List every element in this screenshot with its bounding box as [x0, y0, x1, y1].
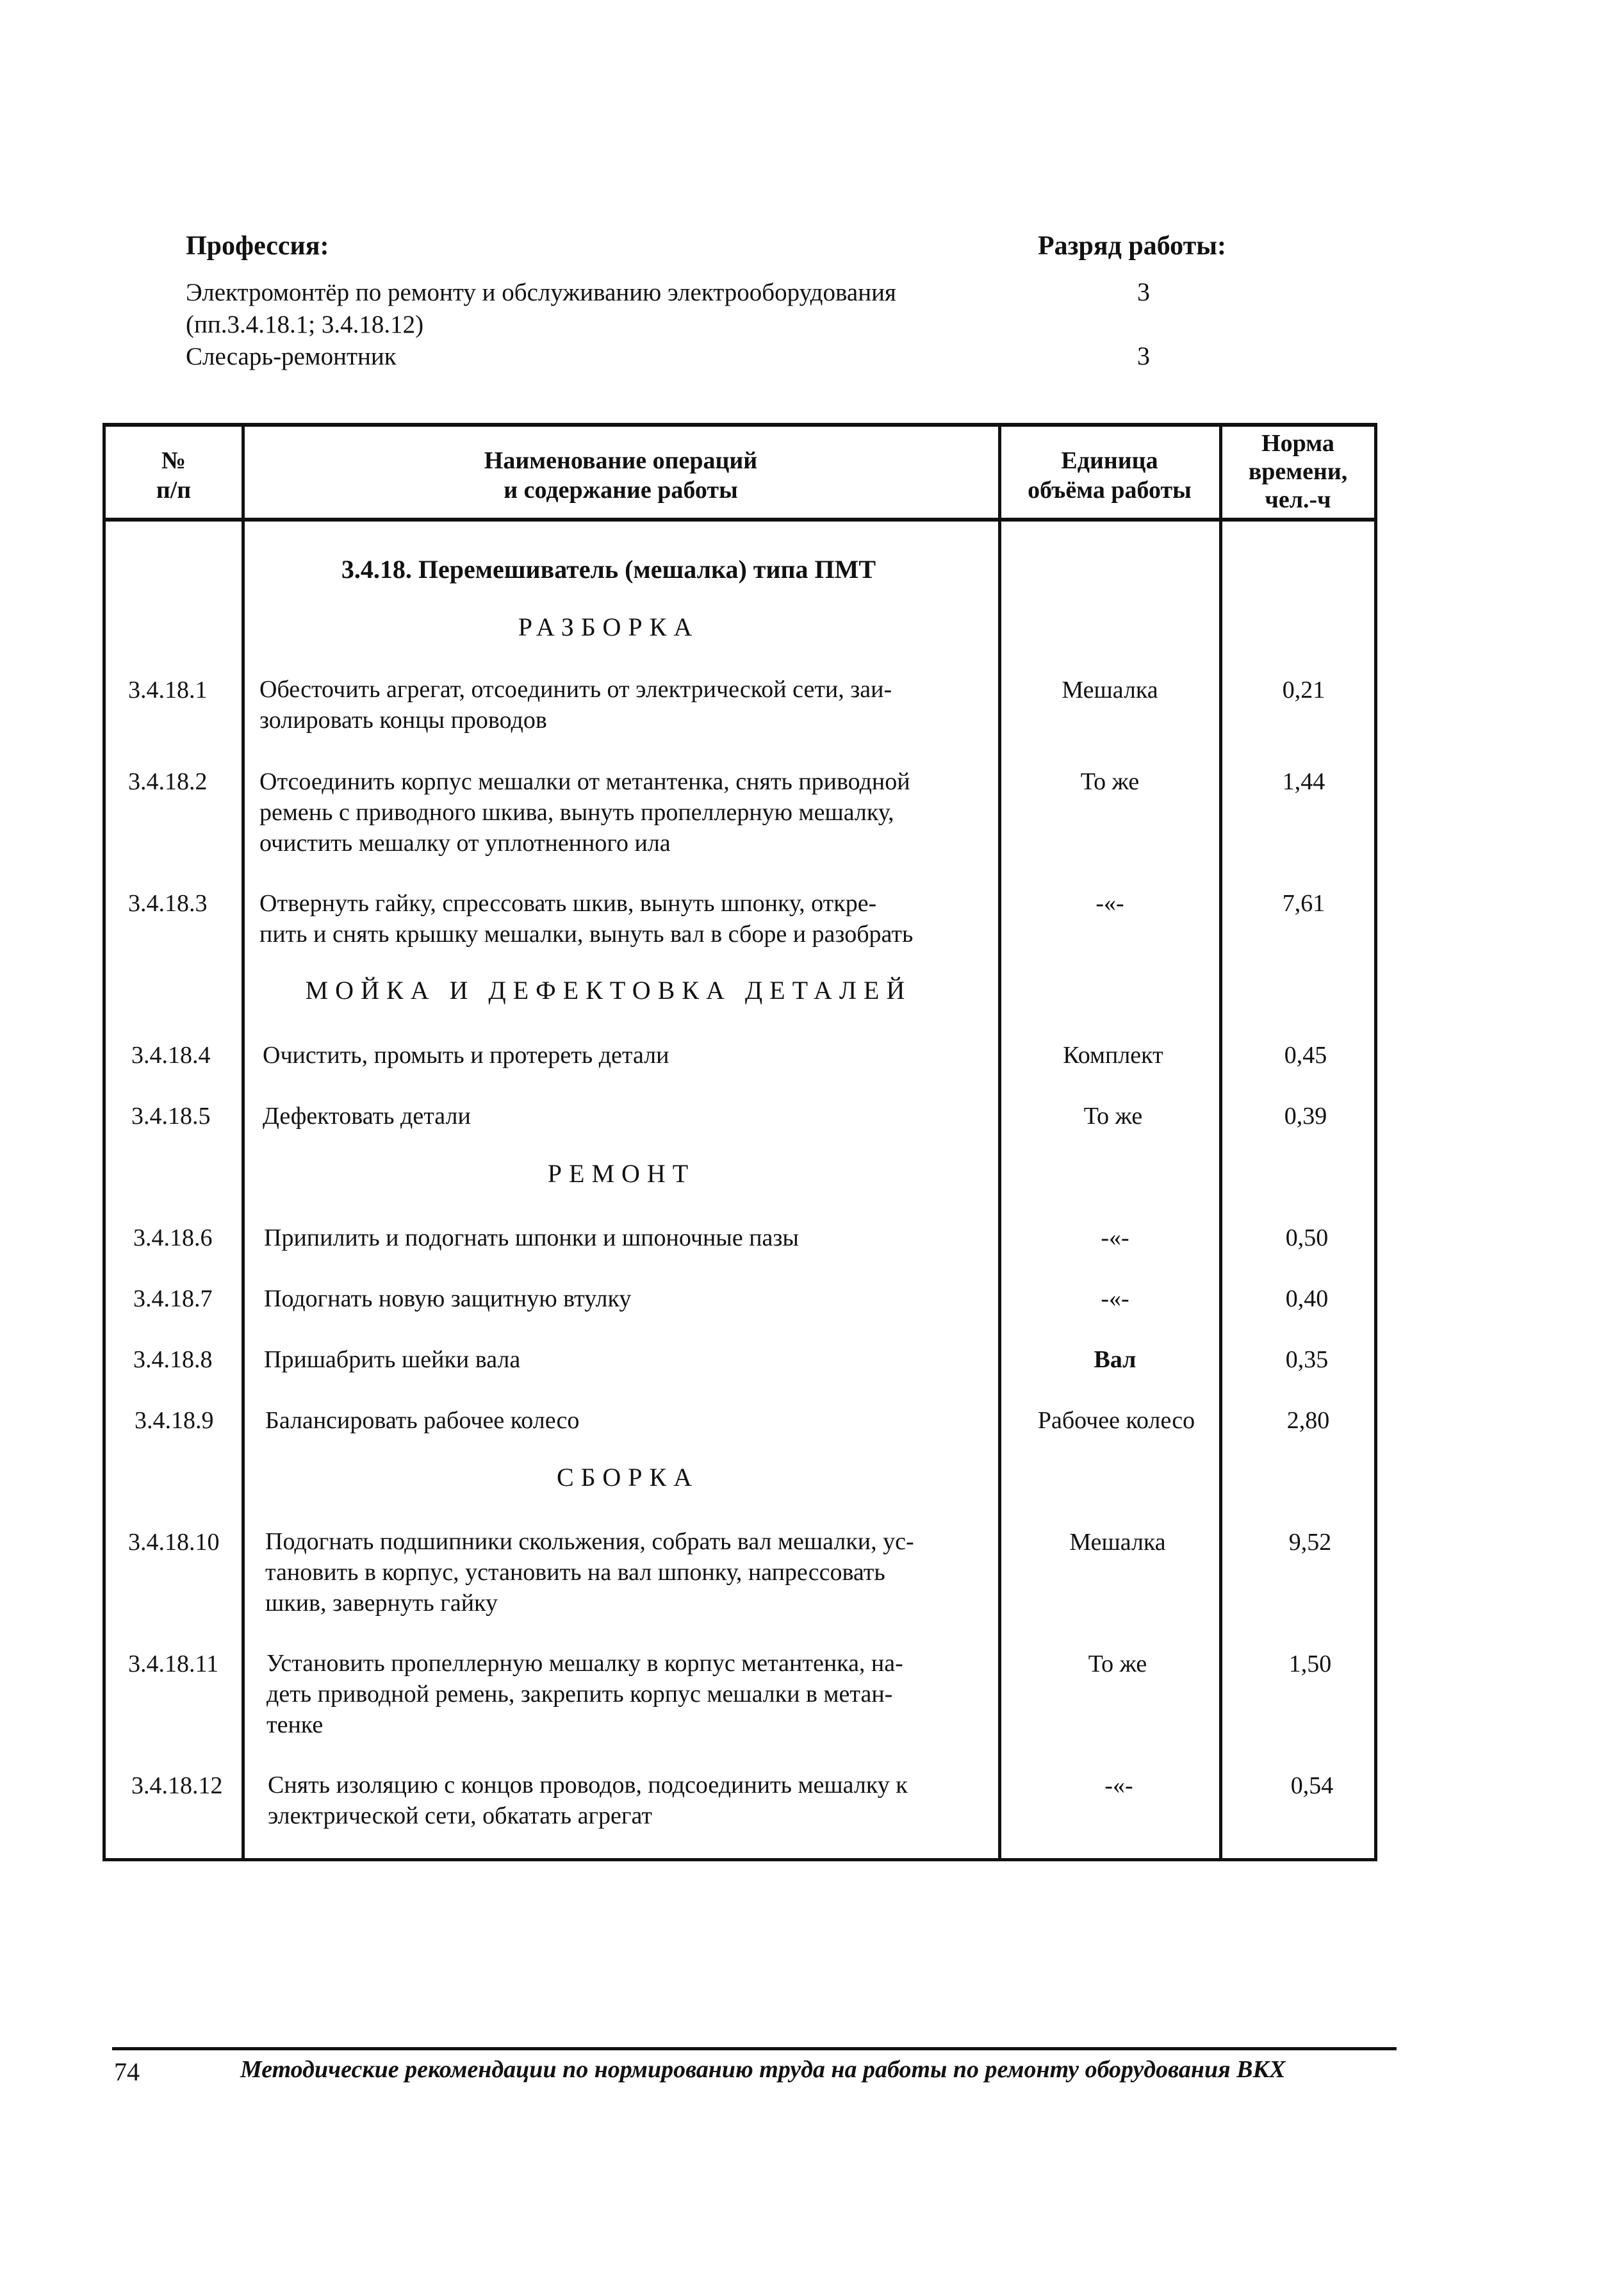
row-number: 3.4.18.1 — [128, 677, 208, 704]
row-number: 3.4.18.12 — [131, 1772, 223, 1799]
row-unit: Мешалка — [1069, 1529, 1166, 1556]
row-number: 3.4.18.6 — [133, 1224, 213, 1251]
header-norm-line: времени, — [1248, 458, 1348, 485]
row-description — [264, 1222, 1097, 1253]
row-number: 3.4.18.2 — [128, 768, 208, 795]
header-norm-line: чел.-ч — [1265, 486, 1331, 513]
row-norm: 0,45 — [1284, 1042, 1327, 1069]
description-line: Балансировать рабочее колесо — [265, 1407, 580, 1434]
description-line: Снять изоляцию с концов проводов, подсоединить мешалку к — [268, 1772, 908, 1799]
row-description — [265, 1405, 1098, 1436]
description-line: Припилить и подогнать шпонки и шпоночные пазы — [264, 1224, 799, 1251]
header-num-line: № — [161, 447, 186, 474]
row-number: 3.4.18.4 — [131, 1042, 211, 1069]
row-description — [265, 1526, 1098, 1618]
row-unit: То же — [1088, 1650, 1147, 1677]
row-unit: Мешалка — [1062, 677, 1158, 704]
description-line: Отвернуть гайку, спрессовать шкив, вынуть шпонку, откре- — [259, 890, 877, 917]
header-num — [106, 446, 242, 505]
group-title-repair: РЕМОНТ — [547, 1159, 696, 1188]
row-number: 3.4.18.7 — [133, 1285, 213, 1312]
row-unit: Комплект — [1063, 1042, 1163, 1069]
row-number: 3.4.18.8 — [133, 1346, 213, 1373]
header-name-line: Наименование операций — [484, 447, 758, 474]
description-line: тановить в корпус, установить на вал шпонку, напрессовать — [265, 1559, 885, 1586]
header-name — [243, 446, 998, 505]
page-number: 74 — [114, 2057, 140, 2086]
header-unit-line: Единица — [1061, 447, 1158, 474]
grade-heading: Разряд работы: — [1038, 231, 1227, 261]
profession-2-name: Слесарь-ремонтник — [186, 343, 397, 370]
description-line: Подогнать подшипники скольжения, собрать вал мешалки, ус- — [265, 1528, 914, 1555]
description-line: Обесточить агрегат, отсоединить от электрической сети, заи- — [259, 676, 892, 703]
description-line: Установить пропеллерную мешалку в корпус метантенка, на- — [267, 1650, 903, 1677]
row-norm: 1,50 — [1288, 1650, 1332, 1677]
row-norm: 0,54 — [1290, 1772, 1334, 1799]
description-line: шкив, завернуть гайку — [265, 1590, 498, 1617]
row-unit: Рабочее колесо — [1037, 1407, 1195, 1434]
row-description — [268, 1770, 1101, 1831]
row-norm: 0,21 — [1282, 677, 1325, 704]
row-description — [259, 674, 1092, 736]
row-description — [263, 1101, 1095, 1132]
description-line: пить и снять крышку мешалки, вынуть вал в сборе и разобрать — [259, 921, 914, 948]
header-num-line: п/п — [156, 477, 192, 504]
profession-1-note: (пп.3.4.18.1; 3.4.18.12) — [186, 311, 424, 338]
row-unit: -«- — [1101, 1285, 1129, 1312]
row-norm: 0,35 — [1285, 1346, 1329, 1373]
header-unit — [1000, 446, 1219, 505]
description-line: ремень с приводного шкива, вынуть пропеллерную мешалку, — [259, 799, 894, 826]
description-line: золировать концы проводов — [259, 707, 547, 734]
profession-1-grade: 3 — [1137, 277, 1150, 306]
header-unit-line: объёма работы — [1028, 477, 1192, 504]
row-norm: 9,52 — [1288, 1529, 1332, 1556]
description-line: Отсоединить корпус мешалки от метантенка, снять приводной — [259, 768, 910, 795]
row-norm: 0,50 — [1285, 1224, 1329, 1251]
row-unit: Вал — [1094, 1346, 1136, 1373]
row-unit: -«- — [1095, 890, 1124, 917]
description-line: Дефектовать детали — [263, 1103, 471, 1130]
row-description — [264, 1283, 1097, 1314]
row-description — [259, 888, 1092, 950]
header-name-line: и содержание работы — [504, 477, 738, 504]
footer-title: Методические рекомендации по нормированию труда на работы по ремонту оборудования ВКХ — [240, 2056, 1286, 2083]
row-norm: 7,61 — [1282, 890, 1325, 917]
profession-2-grade: 3 — [1137, 342, 1150, 370]
row-description — [267, 1648, 1099, 1740]
row-norm: 0,40 — [1285, 1285, 1329, 1312]
header-norm-line: Норма — [1261, 430, 1334, 457]
row-number: 3.4.18.11 — [128, 1650, 219, 1677]
description-line: Очистить, промыть и протереть детали — [263, 1042, 669, 1069]
row-norm: 0,39 — [1284, 1103, 1327, 1130]
row-number: 3.4.18.10 — [128, 1529, 220, 1556]
description-line: Подогнать новую защитную втулку — [264, 1285, 632, 1312]
row-description — [263, 1040, 1095, 1071]
column-divider — [1219, 427, 1222, 1858]
row-number: 3.4.18.3 — [128, 890, 208, 917]
description-line: очистить мешалку от уплотненного ила — [259, 830, 671, 857]
row-norm: 1,44 — [1282, 768, 1325, 795]
section-title: 3.4.18. Перемешиватель (мешалка) типа ПМТ — [341, 555, 876, 584]
profession-1-name: Электромонтёр по ремонту и обслуживанию электрооборудования — [186, 279, 896, 306]
group-title-disassembly: РАЗБОРКА — [518, 613, 700, 641]
profession-heading: Профессия: — [186, 231, 329, 261]
row-description — [264, 1344, 1097, 1375]
row-unit: То же — [1083, 1103, 1143, 1130]
group-title-washing-inspection: МОЙКА И ДЕФЕКТОВКА ДЕТАЛЕЙ — [305, 976, 912, 1005]
row-number: 3.4.18.5 — [131, 1103, 211, 1130]
row-description — [259, 766, 1092, 859]
group-title-assembly: СБОРКА — [556, 1463, 700, 1492]
row-number: 3.4.18.9 — [135, 1407, 214, 1434]
description-line: деть приводной ремень, закрепить корпус мешалки в метан- — [267, 1681, 893, 1708]
description-line: электрической сети, обкатать агрегат — [268, 1802, 653, 1829]
row-unit: -«- — [1104, 1772, 1133, 1799]
row-norm: 2,80 — [1286, 1407, 1330, 1434]
footer-divider — [112, 2047, 1397, 2050]
row-unit: -«- — [1101, 1224, 1129, 1251]
header-norm — [1221, 429, 1375, 514]
description-line: Пришабрить шейки вала — [264, 1346, 521, 1373]
row-unit: То же — [1080, 768, 1140, 795]
description-line: тенке — [267, 1711, 324, 1738]
column-divider — [998, 427, 1001, 1858]
header-divider — [106, 518, 1374, 522]
